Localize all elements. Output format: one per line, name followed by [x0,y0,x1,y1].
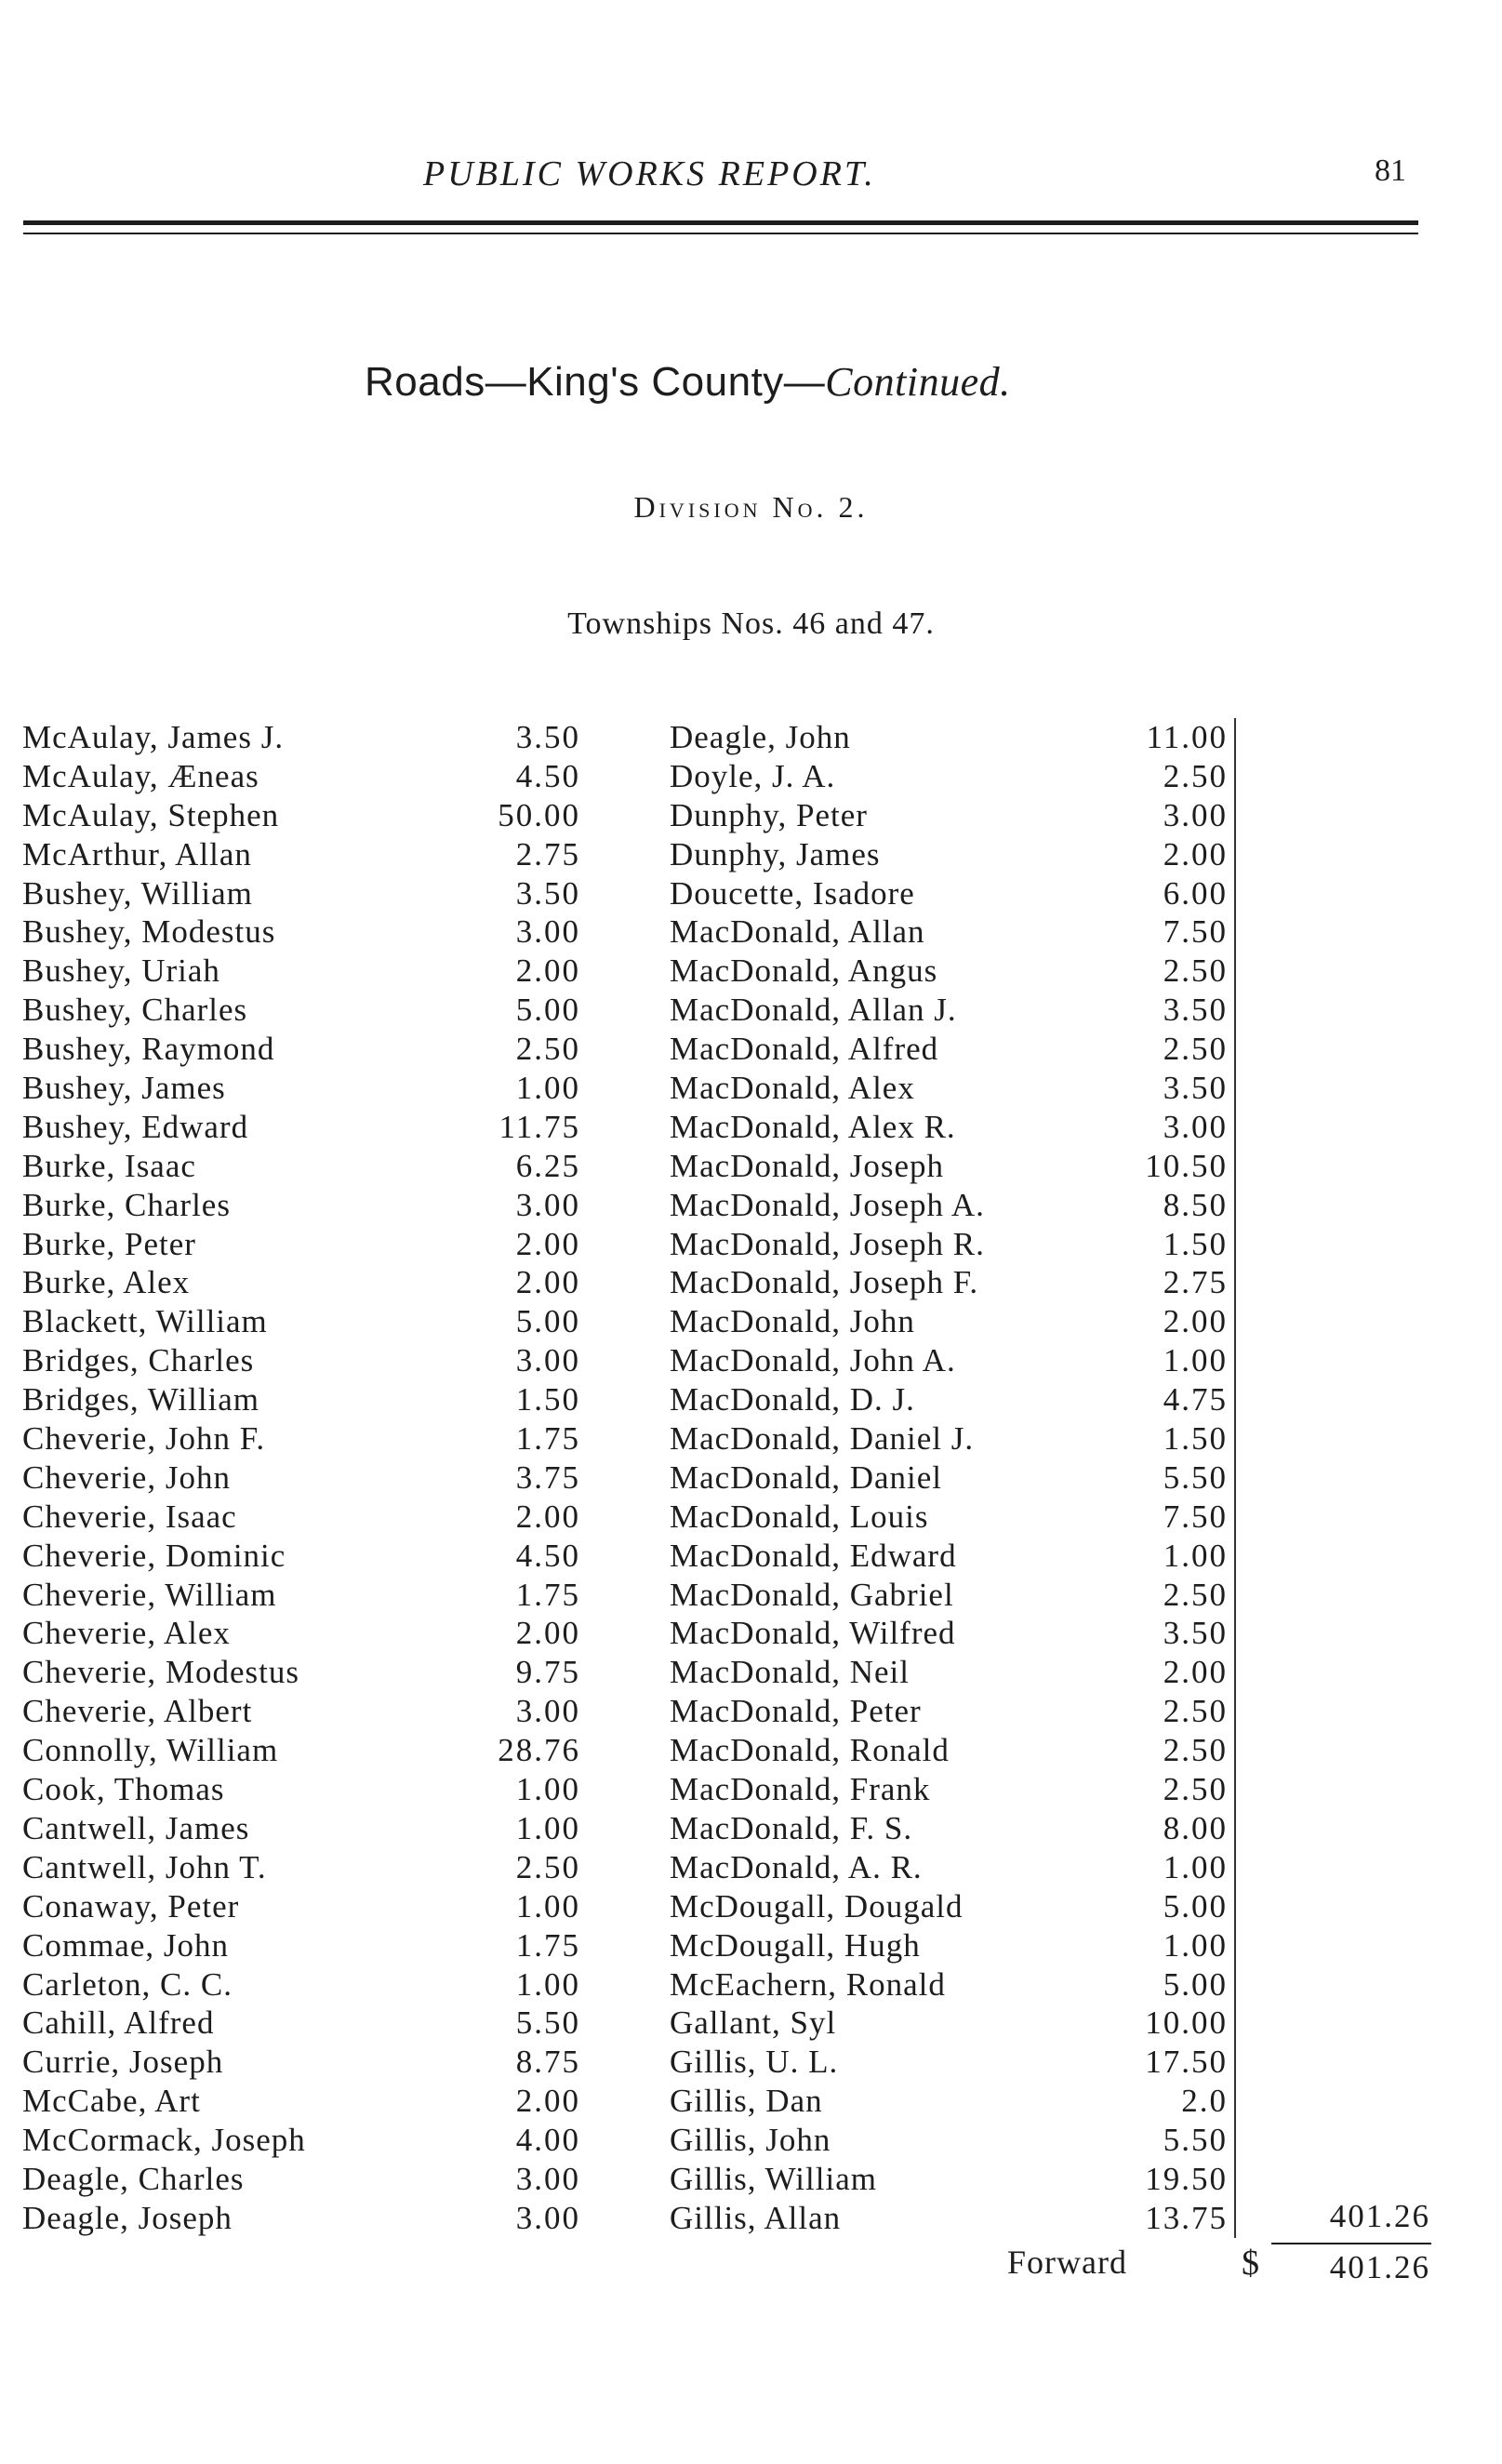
ledger-row [670,1965,1228,2004]
ledger-row [670,757,1228,796]
payee-name: MacDonald, Wilfred [670,1615,956,1652]
payment-amount: 9.75 [515,1654,580,1691]
ledger-row [670,1537,1228,1576]
left-ledger-column [22,718,580,2238]
subtotal-amount: 401.26 [1329,2198,1430,2234]
payment-amount: 7.50 [1163,1498,1228,1535]
payee-name: MacDonald, Alfred [670,1031,939,1068]
payee-name: MacDonald, Daniel J. [670,1420,975,1458]
ledger-row [22,1926,580,1965]
payee-name: McDougall, Dougald [670,1887,964,1925]
payment-amount: 19.50 [1145,2160,1228,2197]
ledger-row [22,1537,580,1576]
payee-name: MacDonald, D. J. [670,1381,915,1418]
payment-amount: 50.00 [498,796,580,833]
payee-name: McEachern, Ronald [670,1965,946,2003]
payee-name: Gillis, John [670,2122,831,2159]
ledger-row [670,991,1228,1030]
ledger-row [22,796,580,835]
payment-amount: 2.00 [1163,835,1228,872]
payee-name: Blackett, William [22,1303,268,1340]
payee-name: Cheverie, John [22,1458,231,1496]
payment-amount: 10.50 [1145,1147,1228,1184]
payment-amount: 1.00 [1163,1848,1228,1885]
payment-amount: 4.00 [515,2122,580,2159]
payee-name: McArthur, Allan [22,835,252,872]
payee-name: Cantwell, John T. [22,1848,267,1885]
payment-amount: 7.50 [1163,913,1228,951]
ledger-row [22,718,580,757]
payment-amount: 5.00 [515,992,580,1029]
ledger-row [22,991,580,1030]
payment-amount: 6.00 [1163,874,1228,912]
ledger-row [670,1030,1228,1069]
payment-amount: 3.75 [515,1458,580,1496]
ledger-row [670,796,1228,835]
ledger-row [670,2082,1228,2121]
report-title: PUBLIC WORKS REPORT. [423,154,876,193]
ledger-row [670,1498,1228,1537]
ledger-row [22,1341,580,1380]
ledger-row [22,1263,580,1302]
payee-name: Burke, Isaac [22,1147,196,1184]
ledger-row [670,1887,1228,1926]
payee-name: MacDonald, Joseph [670,1147,945,1184]
payment-amount: 5.00 [1163,1965,1228,2003]
payment-amount: 3.50 [1163,992,1228,1029]
payment-amount: 3.00 [515,1342,580,1379]
running-head [0,153,1502,200]
payee-name: Cook, Thomas [22,1771,225,1808]
payee-name: MacDonald, John [670,1303,915,1340]
payee-name: Dunphy, James [670,835,881,872]
payment-amount: 5.50 [1163,1458,1228,1496]
payment-amount: 2.50 [1163,1031,1228,1068]
payee-name: Cantwell, James [22,1809,250,1846]
ledger-row [22,1458,580,1498]
ledger-row [22,1069,580,1108]
payee-name: MacDonald, Allan [670,913,925,951]
forward-total: 401.26 [1329,2249,1430,2285]
payment-amount: 2.00 [515,1225,580,1262]
payee-name: MacDonald, Gabriel [670,1576,954,1613]
ledger-row [22,835,580,874]
ledger-row [22,1692,580,1731]
ledger-row [22,1498,580,1537]
payment-amount: 6.25 [515,1147,580,1184]
payment-amount: 2.50 [1163,757,1228,794]
payment-amount: 3.00 [1163,1108,1228,1145]
ledger-row [22,1419,580,1458]
ledger-row [22,1809,580,1848]
payment-amount: 3.00 [515,1693,580,1730]
payee-name: MacDonald, Neil [670,1654,910,1691]
ledger-row [670,874,1228,913]
ledger-row [22,1614,580,1653]
ledger-row [670,1263,1228,1302]
payment-amount: 1.00 [1163,1342,1228,1379]
payment-amount: 2.00 [515,1498,580,1535]
payee-name: Deagle, Charles [22,2160,245,2197]
payee-name: Commae, John [22,1926,229,1964]
payment-amount: 1.00 [515,1965,580,2003]
payment-amount: 2.50 [515,1031,580,1068]
payee-name: MacDonald, Daniel [670,1458,943,1496]
payee-name: Gillis, U. L. [670,2044,839,2081]
townships-heading: Townships Nos. 46 and 47. [567,606,935,641]
ledger-row [670,2043,1228,2082]
payment-amount: 2.00 [515,952,580,990]
section-title-text: Roads—King's County— [365,359,826,405]
payment-amount: 1.50 [1163,1420,1228,1458]
payee-name: MacDonald, Joseph F. [670,1264,979,1301]
payee-name: Bushey, William [22,874,253,912]
payment-amount: 1.00 [1163,1537,1228,1574]
payee-name: Cheverie, Dominic [22,1537,286,1574]
ledger-row [22,2082,580,2121]
payment-amount: 8.50 [1163,1186,1228,1223]
payee-name: Bushey, Modestus [22,913,276,951]
ledger-row [670,1809,1228,1848]
payee-name: Gillis, William [670,2160,877,2197]
ledger-row [22,1770,580,1809]
ledger-row [22,2199,580,2238]
payment-amount: 2.50 [1163,1576,1228,1613]
ledger-row [22,2043,580,2082]
payee-name: Cheverie, Albert [22,1693,253,1730]
payment-amount: 17.50 [1145,2044,1228,2081]
ledger-row [670,835,1228,874]
payee-name: MacDonald, Joseph A. [670,1186,985,1223]
payee-name: MacDonald, Peter [670,1693,922,1730]
ledger-row [22,1653,580,1692]
section-title [365,358,1011,406]
payee-name: MacDonald, F. S. [670,1809,913,1846]
payee-name: Bushey, Uriah [22,952,220,990]
ledger-row [22,1887,580,1926]
payment-amount: 11.00 [1146,719,1228,755]
payment-amount: 13.75 [1145,2199,1228,2236]
payment-amount: 2.00 [515,2083,580,2120]
payee-name: McAulay, Stephen [22,796,280,833]
ledger-row [22,1576,580,1615]
payment-amount: 1.75 [515,1576,580,1613]
ledger-row [22,2121,580,2160]
payment-amount: 5.50 [515,2004,580,2042]
payee-name: MacDonald, Louis [670,1498,929,1535]
payment-amount: 2.50 [515,1848,580,1885]
ledger-row [22,912,580,952]
ledger-row [670,912,1228,952]
payee-name: MacDonald, Angus [670,952,938,990]
payee-name: Bushey, Charles [22,992,248,1029]
payee-name: McAulay, James J. [22,719,285,755]
ledger-row [670,1186,1228,1225]
payment-amount: 3.00 [515,913,580,951]
payment-amount: 1.00 [1163,1926,1228,1964]
payee-name: MacDonald, Allan J. [670,992,957,1029]
payee-name: MacDonald, Ronald [670,1732,950,1769]
payee-name: Gillis, Allan [670,2199,842,2236]
payment-amount: 4.50 [515,757,580,794]
payee-name: Bushey, Edward [22,1108,249,1145]
payee-name: Cheverie, John F. [22,1420,266,1458]
header-rule-thick [23,220,1418,225]
payee-name: Cheverie, Isaac [22,1498,237,1535]
ledger-row [670,1576,1228,1615]
header-rule-thin [23,233,1418,234]
payment-amount: 1.75 [515,1926,580,1964]
ledger-row [22,757,580,796]
payment-amount: 2.00 [1163,1654,1228,1691]
ledger-row [670,718,1228,757]
payee-name: Deagle, Joseph [22,2199,233,2236]
payee-name: Gallant, Syl [670,2004,837,2042]
payment-amount: 4.75 [1163,1381,1228,1418]
payee-name: Burke, Charles [22,1186,231,1223]
ledger-row [670,1692,1228,1731]
payment-amount: 1.75 [515,1420,580,1458]
payee-name: Cheverie, Modestus [22,1654,299,1691]
continued-label: Continued. [825,359,1011,405]
payment-amount: 2.00 [515,1615,580,1652]
page-number: 81 [1375,153,1406,188]
payment-amount: 5.00 [1163,1887,1228,1925]
total-rule [1271,2243,1431,2244]
payment-amount: 3.50 [515,719,580,755]
ledger-row [670,1419,1228,1458]
ledger-row [22,1147,580,1186]
payment-amount: 5.50 [1163,2122,1228,2159]
ledger-row [22,1380,580,1419]
payee-name: Cheverie, Alex [22,1615,231,1652]
payee-name: Currie, Joseph [22,2044,224,2081]
right-ledger-column [670,718,1228,2238]
ledger-row [670,1380,1228,1419]
payee-name: Bridges, Charles [22,1342,255,1379]
ledger-row [670,1614,1228,1653]
payment-amount: 2.50 [1163,1693,1228,1730]
ledger-row [22,1731,580,1770]
ledger-row [22,1965,580,2004]
payee-name: Deagle, John [670,719,851,755]
payee-name: MacDonald, John A. [670,1342,956,1379]
payment-amount: 1.00 [515,1070,580,1107]
payee-name: MacDonald, Edward [670,1537,957,1574]
division-heading: Division No. 2. [633,490,869,524]
ledger-row [22,1030,580,1069]
payment-amount: 10.00 [1145,2004,1228,2042]
payment-amount: 2.00 [515,1264,580,1301]
currency-sign: $ [1242,2244,1259,2283]
payment-amount: 3.50 [515,874,580,912]
ledger-row [670,1108,1228,1147]
payee-name: McDougall, Hugh [670,1926,921,1964]
ledger-row [22,952,580,991]
payee-name: Gillis, Dan [670,2083,823,2120]
payment-amount: 2.75 [515,835,580,872]
payment-amount: 1.50 [515,1381,580,1418]
payment-amount: 1.00 [515,1809,580,1846]
ledger-row [22,1186,580,1225]
amount-column-rule [1234,718,1236,2238]
payee-name: Conaway, Peter [22,1887,240,1925]
ledger-row [22,1108,580,1147]
payee-name: MacDonald, A. R. [670,1848,923,1885]
payee-name: Doucette, Isadore [670,874,915,912]
ledger-row [22,874,580,913]
payee-name: Bushey, James [22,1070,226,1107]
payment-amount: 3.50 [1163,1070,1228,1107]
ledger-row [22,2004,580,2043]
payment-amount: 2.50 [1163,1771,1228,1808]
payee-name: Dunphy, Peter [670,796,868,833]
payee-name: Bridges, William [22,1381,260,1418]
payment-amount: 1.00 [515,1771,580,1808]
payee-name: MacDonald, Frank [670,1771,931,1808]
payment-amount: 2.00 [1163,1303,1228,1340]
payee-name: Burke, Peter [22,1225,196,1262]
payment-amount: 1.00 [515,1887,580,1925]
payee-name: Carleton, C. C. [22,1965,233,2003]
payment-amount: 11.75 [498,1108,580,1145]
payee-name: McCormack, Joseph [22,2122,306,2159]
payment-amount: 3.00 [515,1186,580,1223]
payment-amount: 3.00 [515,2160,580,2197]
ledger-row [22,1848,580,1887]
payment-amount: 28.76 [498,1732,580,1769]
payee-name: Cahill, Alfred [22,2004,215,2042]
ledger-row [670,1770,1228,1809]
payment-amount: 3.50 [1163,1615,1228,1652]
payment-amount: 3.00 [515,2199,580,2236]
ledger-row [670,1302,1228,1341]
payment-amount: 5.00 [515,1303,580,1340]
ledger-row [670,2160,1228,2199]
payee-name: Doyle, J. A. [670,757,836,794]
ledger-row [670,1458,1228,1498]
payment-amount: 2.75 [1163,1264,1228,1301]
payment-amount: 8.75 [515,2044,580,2081]
ledger-row [670,1069,1228,1108]
ledger-row [670,1926,1228,1965]
ledger-row [22,1225,580,1264]
forward-label: Forward [1007,2244,1127,2281]
ledger-row [670,1341,1228,1380]
payee-name: MacDonald, Joseph R. [670,1225,985,1262]
payee-name: Cheverie, William [22,1576,277,1613]
payment-amount: 2.0 [1181,2083,1228,2120]
ledger-row [670,1225,1228,1264]
ledger-row [22,2160,580,2199]
payee-name: McAulay, Æneas [22,757,259,794]
payment-amount: 2.50 [1163,952,1228,990]
payee-name: Connolly, William [22,1732,279,1769]
ledger-row [670,2121,1228,2160]
ledger-row [670,1653,1228,1692]
ledger-row [22,1302,580,1341]
payee-name: MacDonald, Alex [670,1070,915,1107]
ledger-row [670,2199,1228,2238]
payee-name: McCabe, Art [22,2083,201,2120]
payee-name: Bushey, Raymond [22,1031,275,1068]
ledger-row [670,1848,1228,1887]
payment-amount: 2.50 [1163,1732,1228,1769]
ledger-row [670,1731,1228,1770]
payment-amount: 1.50 [1163,1225,1228,1262]
ledger-row [670,952,1228,991]
payment-amount: 3.00 [1163,796,1228,833]
payee-name: MacDonald, Alex R. [670,1108,956,1145]
ledger-row [670,2004,1228,2043]
payment-amount: 4.50 [515,1537,580,1574]
ledger-row [670,1147,1228,1186]
payee-name: Burke, Alex [22,1264,191,1301]
payment-amount: 8.00 [1163,1809,1228,1846]
